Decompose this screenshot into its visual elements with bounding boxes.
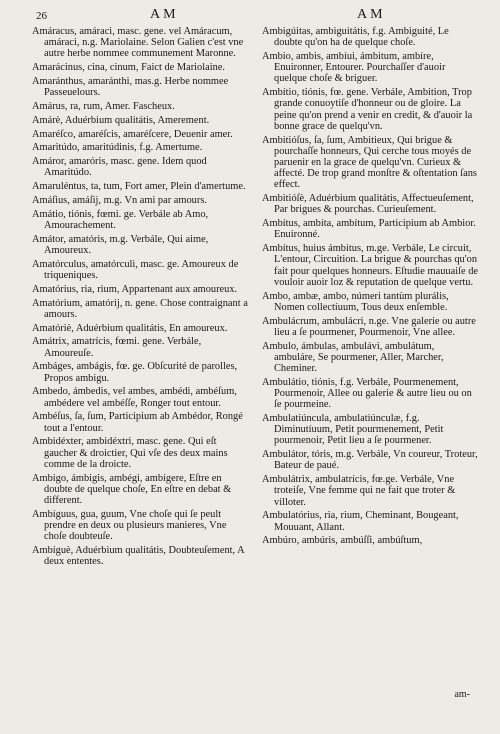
dictionary-entry: Amátor, amatóris, m.g. Verbále, Qui aime, Amoureux. xyxy=(32,233,209,256)
running-headword-right: AM xyxy=(357,7,386,22)
dictionary-entry: Ambítus, huius ámbitus, m.ge. Verbále, Le circuit, L'entour, Circuition. La brigue & pourchas qu'on fait pour quelques honneurs. Eſtudie mauuaiſe de vouloir auoir loz & reputation de quelque vertu. xyxy=(262,243,479,288)
dictionary-entry: Ambio, ambis, ambíui, ámbitum, ambíre, Enuironner, Entourer. Pourchaſſer d'auoir quelque choſe & briguer. xyxy=(262,51,446,85)
dictionary-entry: Ambitióſus, ſa, ſum, Ambitieux, Qui brigue & pourchaſſe honneurs, Qui cerche tous moyés de paruenir en la grace de quelqu'vn. Curieux & affecté. De trop grand monſtre & oſtentation ſans effect. xyxy=(262,134,477,191)
page-header xyxy=(22,4,478,26)
dictionary-entry: Ambitióſè, Aduérbium qualitátis, Affectueuſement, Par brigues & pourchas. Curieuſement. xyxy=(262,193,474,216)
dictionary-entry: Ambulo, ámbulas, ambulávi, ambulátum, ambuláre, Se pourmener, Aller, Marcher, Cheminer. xyxy=(262,340,444,375)
dictionary-entry: Amatórculus, amatórculi, masc. ge. Amoureux de triqueniques. xyxy=(32,258,239,281)
dictionary-entry: Amaritúdo, amaritúdinis, f.g. Amertume. xyxy=(32,142,203,154)
dictionary-entry: Ambulatiúncula, ambulatiúnculæ, f.g. Diminutíuum, Petit pourmenement, Petit pourmenoir, Petit lieu a ſe pourmener. xyxy=(262,413,444,447)
dictionary-entry: Ambítus, ambíta, ambítum, Participium ab Ambior. Enuironné. xyxy=(262,218,476,241)
dictionary-entry: Ambáges, ambágis, fœ. ge. Obſcurité de parolles, Propos ambigu. xyxy=(32,361,238,384)
right-column xyxy=(262,26,478,570)
dictionary-entry: Amáſius, amáſij, m.g. Vn ami par amours. xyxy=(32,194,207,206)
dictionary-entry: Amatórium, amatórij, n. gene. Chose contraignant a amours. xyxy=(32,297,248,320)
dictionary-entry: Amáror, amaróris, masc. gene. Idem quod Amaritúdo. xyxy=(32,156,207,179)
dictionary-entry: Ambigúitas, ambiguitátis, f.g. Ambiguité, Le doubte qu'on ha de quelque choſe. xyxy=(262,26,449,49)
dictionary-entry: Ambúro, ambúris, ambúſſi, ambúſtum, xyxy=(262,535,423,547)
dictionary-entry: Amaréſco, amaréſcis, amaréſcere, Deuenir amer. xyxy=(32,128,233,140)
dictionary-entry: Ambo, ambæ, ambo, númeri tantùm plurális, Nomen collectíuum, Tous deux enſemble. xyxy=(262,290,449,313)
dictionary-entry: Ambulátor, tóris, m.g. Verbále, Vn coureur, Troteur, Bateur de paué. xyxy=(262,449,478,472)
dictionary-entry: Amarácinus, cina, cinum, Faict de Mariolaine. xyxy=(32,62,226,74)
catchword: am- xyxy=(454,689,470,700)
page-number: 26 xyxy=(36,10,47,22)
dictionary-entry: Amátrix, amatrícis, fœmi. gene. Verbále, Amoureuſe. xyxy=(32,336,202,359)
dictionary-entry: Amátio, tiónis, fœmi. ge. Verbále ab Amo, Amourachement. xyxy=(32,208,209,231)
dictionary-entry: Ambulátrix, ambulatrícis, fœ.ge. Verbále, Vne troteiſe, Vne femme qui ne fait que troter & villoter. xyxy=(262,474,456,508)
dictionary-entry: Ambedo, ámbedis, vel ambes, ambédi, ambéſum, ambédere vel ambéſſe, Ronger tout entour. xyxy=(32,386,237,409)
left-column xyxy=(32,26,248,570)
dictionary-entry: Ambulácrum, ambulácri, n.ge. Vne galerie ou autre lieu a ſe pourmener, Pourmenoir, Vne allee. xyxy=(262,315,476,338)
dictionary-entry: Ambidéxter, ambidéxtri, masc. gene. Qui eſt gaucher & droictier, Qui vſe des deux mains comme de la droicte. xyxy=(32,436,228,470)
dictionary-entry: Ambíguus, gua, guum, Vne choſe qui ſe peult prendre en deux ou plusieurs manieres, Vne choſe doubteuſe. xyxy=(32,508,227,543)
dictionary-entry: Ambítio, tiónis, fœ. gene. Verbále, Ambition, Trop grande conuoytiſe d'honneur ou de gloire. La peine qu'on prend a venir en credit, & d'auoir la bonne grace de quelqu'vn. xyxy=(262,87,473,132)
dictionary-entry: Amaránthus, amaránthi, mas.g. Herbe nommee Passeuelours. xyxy=(32,76,229,99)
dictionary-entry: Ambulatórius, ria, rium, Cheminant, Bougeant, Mouuant, Allant. xyxy=(262,510,459,533)
dictionary-entry: Ambulátio, tiónis, f.g. Verbále, Pourmenement, Pourmenoir, Allee ou galerie & autre lieu ou on ſe pourmeine. xyxy=(262,376,472,411)
dictionary-entry: Amárè, Aduérbium qualitátis, Amerement. xyxy=(32,114,210,126)
dictionary-entry: Amatórius, ria, rium, Appartenant aux amoureux. xyxy=(32,283,238,295)
dictionary-entry: Ambéſus, ſa, ſum, Participium ab Ambédor, Rongé tout a l'entour. xyxy=(32,411,243,434)
columns xyxy=(22,26,478,570)
dictionary-entry: Amárus, ra, rum, Amer. Fascheux. xyxy=(32,101,175,112)
dictionary-entry: Amatóriè, Aduérbium qualitátis, En amoureux. xyxy=(32,322,228,334)
dictionary-entry: Amaruléntus, ta, tum, Fort amer, Plein d'amertume. xyxy=(32,181,246,193)
running-headword-left: AM xyxy=(150,7,179,22)
dictionary-entry: Ambíguè, Aduérbium qualitátis, Doubteuſement, A deux ententes. xyxy=(32,544,245,568)
dictionary-entry: Ambigo, ámbigis, ambégi, ambígere, Eſtre en doubte de quelque choſe, En eſtre en debat & different. xyxy=(32,472,232,506)
dictionary-entry: Amáracus, amáraci, masc. gene. vel Amáracum, amáraci, n.g. Mariolaine. Selon Galien c'est vne autre herbe nommee communement Maronne. xyxy=(32,26,244,60)
